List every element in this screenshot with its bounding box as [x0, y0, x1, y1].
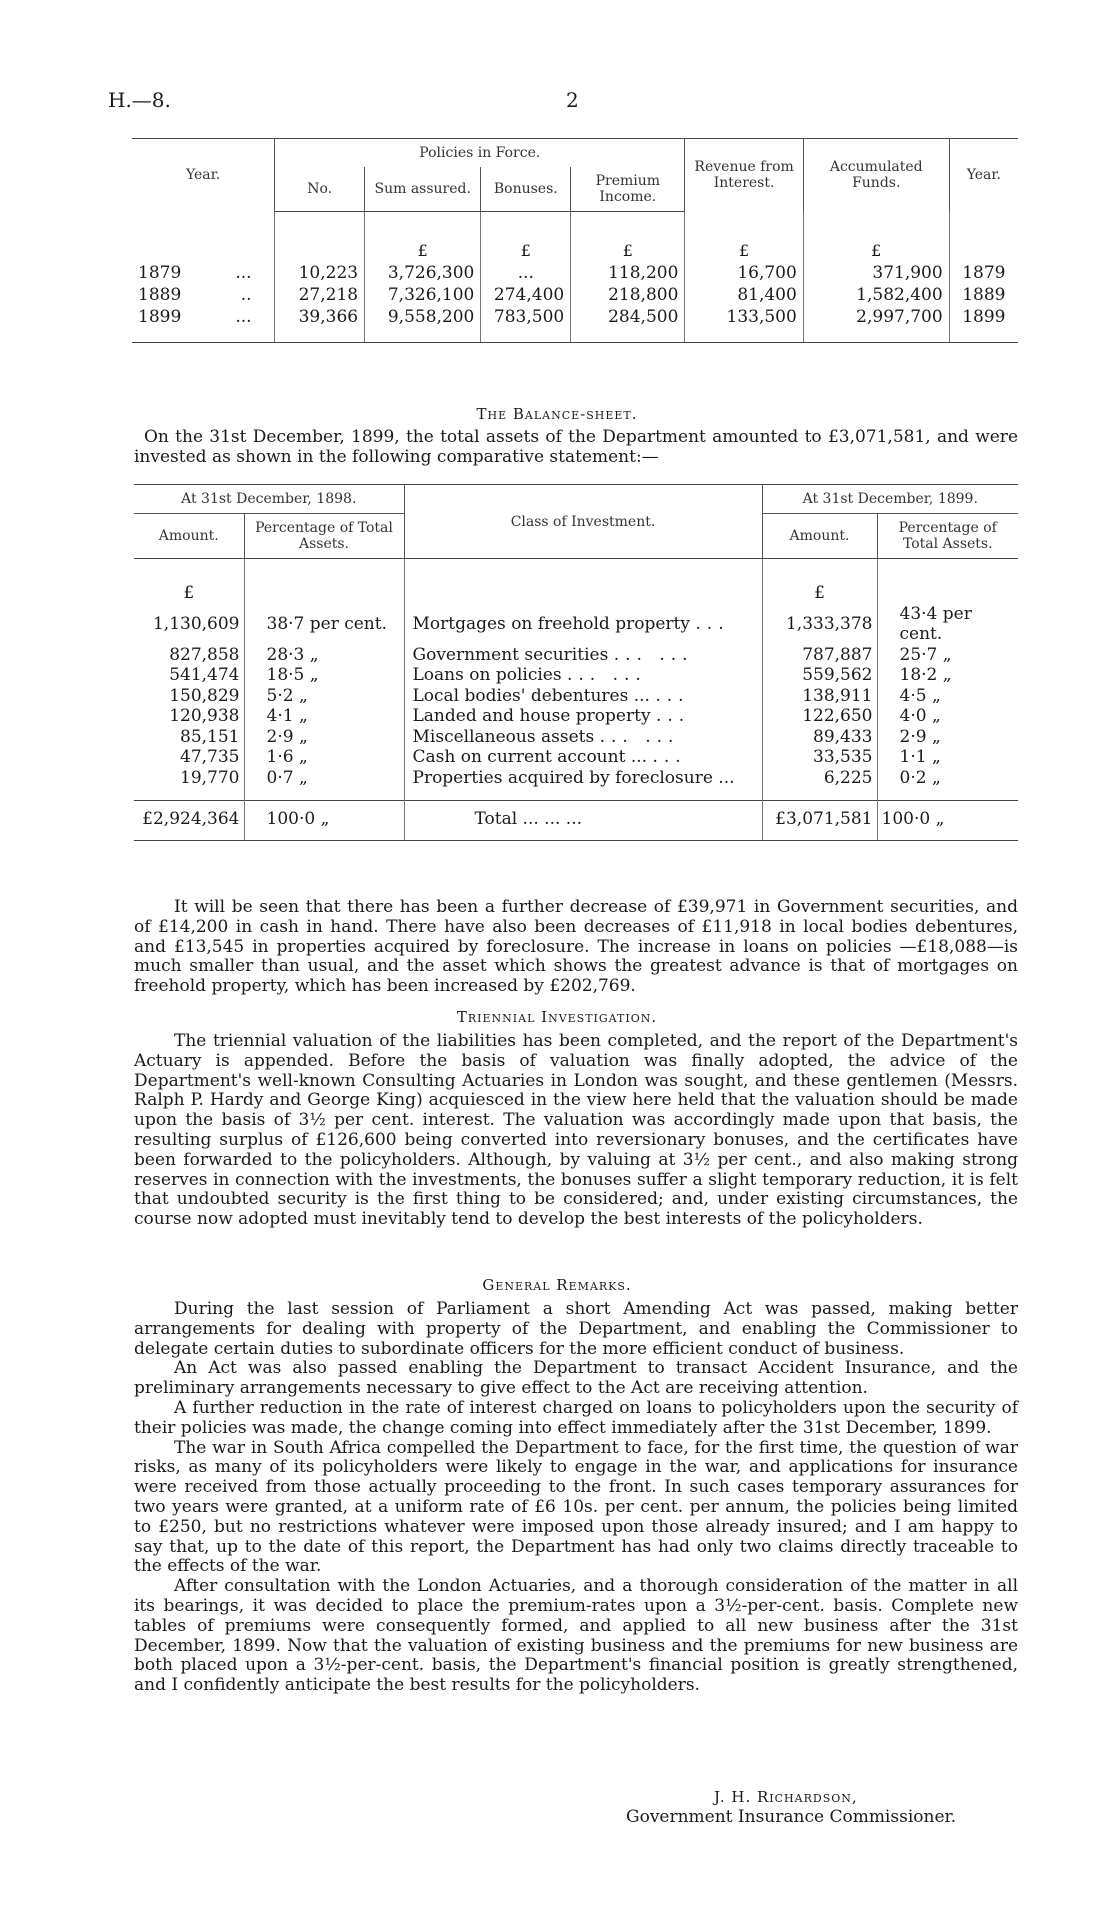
policies-table [132, 138, 1018, 343]
investment-table [134, 484, 1018, 841]
general-paragraph: After consultation with the London Actuaries, and a thorough consideration of the matter in all its bearings, it was decided to place the premium-rates upon a 3½-per-cent. basis. Complete new tables of premiums were consequently formed, and applied to all new business after the 31st December, 1899. Now that the valuation of existing business and the premiums for new business are both placed upon a 3½-per-cent. basis, the Department's financial position is greatly strengthened, and I confidently anticipate the best results for the policyholders. [134, 1576, 1018, 1696]
col-header-at-1899: At 31st December, 1899. [762, 485, 1018, 514]
col-header-year: Year. [132, 139, 275, 212]
col-header-percentage-1899: Percentage of Total Assets. [877, 514, 1018, 559]
table-row: 1,130,609 38·7 per cent. Mortgages on freehold property ... 1,333,378 43·4 per cent. [134, 604, 1018, 645]
col-header-class: Class of Investment. [404, 485, 762, 559]
col-header-bonuses: Bonuses. [481, 167, 571, 212]
general-paragraph: An Act was also passed enabling the Department to transact Accident Insurance, and the preliminary arrangements necessary to give effect to the Act are receiving attention. [134, 1358, 1018, 1399]
balance-commentary: It will be seen that there has been a further decrease of £39,971 in Government securities, and of £14,200 in cash in hand. There have also been decreases of £11,918 in local bodies debentures, and £13,545 in properties acquired by foreclosure. The increase in loans on policies —£18,088—is much smaller than usual, and the asset which shows the greatest advance is that of mortgages on freehold property, which has been increased by £202,769. [134, 897, 1018, 997]
table-row: 47,735 1·6 „ Cash on current account ... ... 33,535 1·1 „ [134, 747, 1018, 768]
table-row: 541,474 18·5 „ Loans on policies ... ... 559,562 18·2 „ [134, 665, 1018, 686]
table-row: 150,829 5·2 „ Local bodies' debentures ... ... 138,911 4·5 „ [134, 686, 1018, 707]
table-row: 1889 .. 27,218 7,326,100 274,400 218,800 81,400 1,582,400 1889 [132, 284, 1018, 306]
balance-sheet-intro: On the 31st December, 1899, the total assets of the Department amounted to £3,071,581, and were invested as shown in the following comparative statement:— [134, 427, 1018, 467]
table-row: 827,858 28·3 „ Government securities ... ... 787,887 25·7 „ [134, 645, 1018, 666]
total-row: £2,924,364 100·0 „ Total ... ... ... £3,071,581 100·0 „ [134, 801, 1018, 841]
col-header-amount-1899: Amount. [762, 514, 877, 559]
col-header-amount-1898: Amount. [134, 514, 244, 559]
general-paragraph: A further reduction in the rate of interest charged on loans to policyholders upon the security of their policies was made, the change coming into effect immediately after the 31st December, 1899. [134, 1397, 1018, 1438]
balance-sheet-heading: The Balance-sheet. [476, 405, 638, 423]
table-row: 120,938 4·1 „ Landed and house property ... 122,650 4·0 „ [134, 706, 1018, 727]
col-header-revenue-interest: Revenue from Interest. [685, 139, 803, 212]
document-id: H.—8. [108, 88, 171, 112]
col-header-at-1898: At 31st December, 1898. [134, 485, 404, 514]
col-header-no: No. [275, 167, 365, 212]
signature-name: J. H. Richardson, [714, 1788, 858, 1806]
general-paragraph: During the last session of Parliament a short Amending Act was passed, making better arrangements for dealing with property of the Department, and enabling the Commissioner to delegate certain duties to subordinate officers for the more efficient conduct of business. [134, 1299, 1018, 1359]
general-paragraph: The war in South Africa compelled the Department to face, for the first time, the question of war risks, as many of its policyholders were likely to engage in the war, and applications for insurance were received from those actually proceeding to the front. In such cases temporary assurances for two years were granted, at a uniform rate of £6 10s. per cent. per annum, the policies being limited to £250, but no restrictions whatever were imposed upon those already insured; and I am happy to say that, up to the date of this report, the Department has had only two claims directly traceable to the effects of the war. [134, 1437, 1018, 1577]
table-row: 1879 ... 10,223 3,726,300 ... 118,200 16,700 371,900 1879 [132, 262, 1018, 284]
col-header-sum-assured: Sum assured. [365, 167, 481, 212]
table-row: 85,151 2·9 „ Miscellaneous assets ... ... 89,433 2·9 „ [134, 727, 1018, 748]
general-remarks-body [134, 1300, 1018, 1696]
col-header-policies-in-force: Policies in Force. [275, 139, 685, 168]
page-number: 2 [566, 88, 579, 112]
triennial-text: The triennial valuation of the liabilities has been completed, and the report of the Department's Actuary is appended. Before the basis of valuation was finally adopted, the advice of the Department's well-known Consulting Actuaries in London was sought, and these gentlemen (Messrs. Ralph P. Hardy and George King) acquiesced in the view here held that the valuation should be made upon the basis of 3½ per cent. interest. The valuation was accordingly made upon that basis, the resulting surplus of £126,600 being converted into reversionary bonuses, and the certificates have been forwarded to the policyholders. Although, by valuing at 3½ per cent., and also making strong reserves in connection with the investments, the bonuses suffer a slight temporary reduction, it is felt that undoubted security is the first thing to be considered; and, under existing circumstances, the course now adopted must inevitably tend to develop the best interests of the policyholders. [134, 1031, 1018, 1230]
general-remarks-heading: General Remarks. [482, 1276, 632, 1294]
table-row: 19,770 0·7 „ Properties acquired by foreclosure ... 6,225 0·2 „ [134, 768, 1018, 801]
col-header-percentage-1898: Percentage of Total Assets. [244, 514, 404, 559]
currency-row: £ £ [134, 559, 1018, 604]
table-row: 1899 ... 39,366 9,558,200 783,500 284,500 133,500 2,997,700 1899 [132, 306, 1018, 343]
col-header-premium-income: Premium Income. [571, 167, 685, 212]
currency-row: £ £ £ £ £ [132, 212, 1018, 263]
triennial-heading: Triennial Investigation. [456, 1008, 658, 1026]
col-header-year-right: Year. [949, 139, 1018, 212]
col-header-accumulated-funds: Accumulated Funds. [803, 139, 949, 212]
signature-title: Government Insurance Commissioner. [626, 1807, 957, 1827]
